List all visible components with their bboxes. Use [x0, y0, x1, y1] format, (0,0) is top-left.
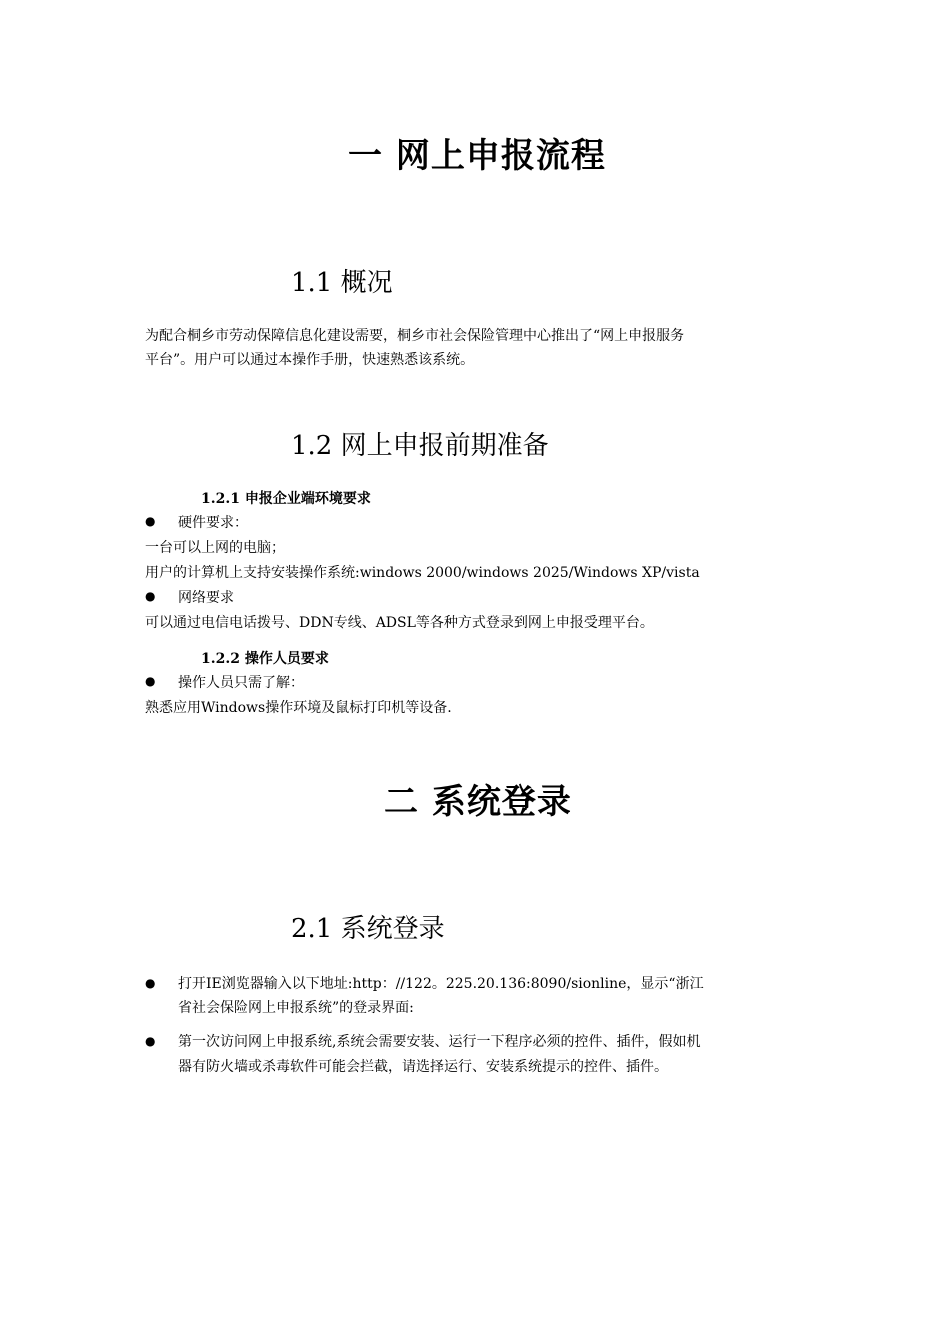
section-title-2-1: 2.1 系统登录 — [291, 914, 445, 944]
subsection-title-1-2-2: 1.2.2 操作人员要求 — [201, 651, 329, 667]
login-bullet-1-line1: 打开IE浏览器输入以下地址:http：//122。225.20.136:8090/sionline，显示“浙江 — [178, 976, 704, 992]
bullet-icon: ● — [145, 674, 156, 688]
login-bullet-2-line2: 器有防火墙或杀毒软件可能会拦截，请选择运行、安装系统提示的控件、插件。 — [178, 1059, 668, 1075]
section-title-1-2: 1.2 网上申报前期准备 — [291, 431, 549, 461]
hardware-line-1: 一台可以上网的电脑； — [145, 540, 285, 556]
login-bullet-2-line1: 第一次访问网上申报系统,系统会需要安装、运行一下程序必须的控件、插件，假如机 — [178, 1034, 701, 1050]
subsection-title-1-2-1: 1.2.1 申报企业端环境要求 — [201, 491, 371, 507]
chapter-title-1: 一 网上申报流程 — [348, 136, 606, 176]
overview-paragraph-line2: 平台”。用户可以通过本操作手册，快速熟悉该系统。 — [145, 352, 475, 368]
bullet-icon: ● — [145, 1034, 156, 1048]
bullet-hardware: 硬件要求： — [178, 515, 248, 531]
section-title-1-1: 1.1 概况 — [291, 268, 393, 298]
bullet-icon: ● — [145, 514, 156, 528]
operator-line-1: 熟悉应用Windows操作环境及鼠标打印机等设备. — [145, 700, 452, 716]
bullet-icon: ● — [145, 589, 156, 603]
hardware-line-2: 用户的计算机上支持安装操作系统:windows 2000/windows 2025/Windows XP/vista — [145, 565, 700, 581]
network-line-1: 可以通过电信电话拨号、DDN专线、ADSL等各种方式登录到网上申报受理平台。 — [145, 615, 654, 631]
overview-paragraph-line1: 为配合桐乡市劳动保障信息化建设需要，桐乡市社会保险管理中心推出了“网上申报服务 — [145, 328, 685, 344]
chapter-title-2: 二 系统登录 — [384, 782, 572, 822]
bullet-operator: 操作人员只需了解： — [178, 675, 304, 691]
bullet-icon: ● — [145, 976, 156, 990]
login-bullet-1-line2: 省社会保险网上申报系统”的登录界面: — [178, 1000, 414, 1016]
bullet-network: 网络要求 — [178, 590, 234, 606]
